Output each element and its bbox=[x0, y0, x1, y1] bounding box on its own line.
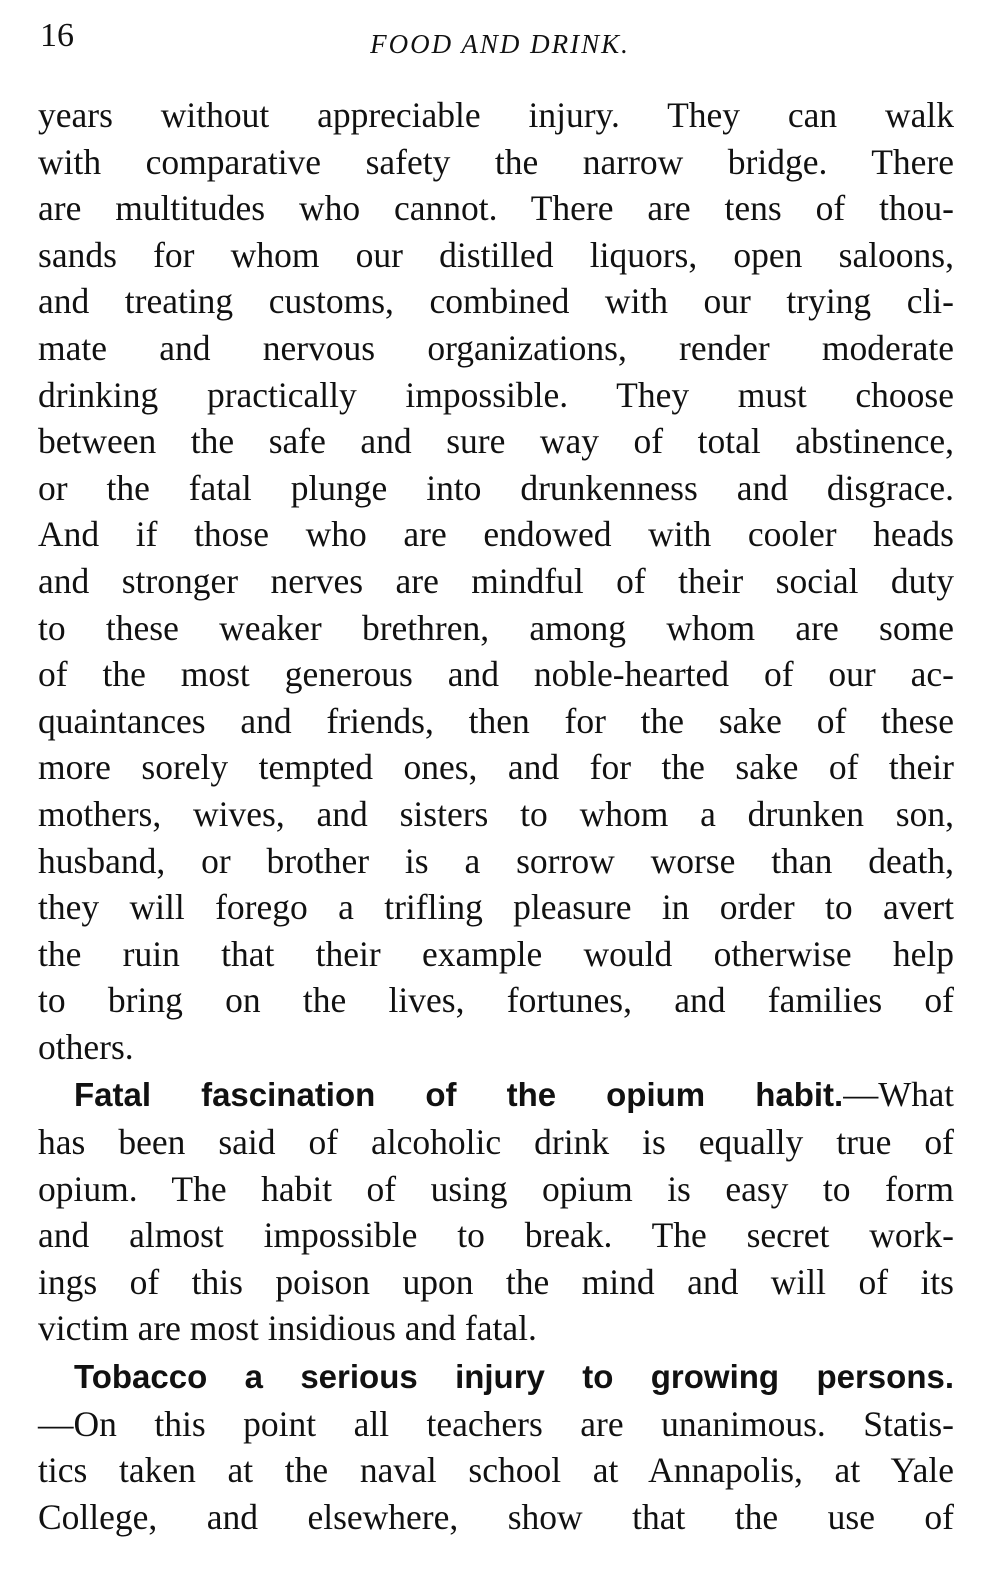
text-line: sands for whom our distilled liquors, open saloons, bbox=[38, 234, 954, 275]
text-line: ings of this poison upon the mind and will of its bbox=[38, 1261, 954, 1302]
heading-line-continuation: —What bbox=[843, 1075, 954, 1115]
text-line: victim are most insidious and fatal. bbox=[38, 1308, 537, 1349]
page-header bbox=[40, 14, 960, 64]
text-line: to these weaker brethren, among whom are some bbox=[38, 607, 954, 648]
section-heading-line bbox=[38, 1072, 954, 1119]
text-line: between the safe and sure way of total abstinence, bbox=[38, 421, 954, 462]
text-line: husband, or brother is a sorrow worse than death, bbox=[38, 840, 954, 881]
text-line: to bring on the lives, fortunes, and families of bbox=[38, 980, 954, 1021]
text-line: and stronger nerves are mindful of their social duty bbox=[38, 560, 954, 601]
text-line: mate and nervous organizations, render moderate bbox=[38, 327, 954, 368]
text-line: mothers, wives, and sisters to whom a drunken son, bbox=[38, 793, 954, 834]
text-line: or the fatal plunge into drunkenness and disgrace. bbox=[38, 467, 954, 508]
text-line: the ruin that their example would otherwise help bbox=[38, 933, 954, 974]
text-line: And if those who are endowed with cooler heads bbox=[38, 514, 954, 555]
section-heading-line bbox=[38, 1354, 954, 1401]
section-opium bbox=[38, 1072, 954, 1352]
text-line: quaintances and friends, then for the sake of these bbox=[38, 700, 954, 741]
section-heading-tobacco: Tobacco a serious injury to growing persons. bbox=[74, 1358, 954, 1396]
text-line: and treating customs, combined with our trying cli- bbox=[38, 281, 954, 322]
text-line: with comparative safety the narrow bridge. There bbox=[38, 141, 954, 182]
text-line: —On this point all teachers are unanimous. Statis- bbox=[38, 1403, 954, 1444]
text-line: opium. The habit of using opium is easy to form bbox=[38, 1168, 954, 1209]
page-number: 16 bbox=[40, 17, 74, 54]
text-line: has been said of alcoholic drink is equally true of bbox=[38, 1122, 954, 1163]
text-line: they will forego a trifling pleasure in order to avert bbox=[38, 887, 954, 928]
text-line: of the most generous and noble-hearted of our ac- bbox=[38, 654, 954, 695]
text-line: are multitudes who cannot. There are tens of thou- bbox=[38, 188, 954, 229]
text-line: others. bbox=[38, 1026, 134, 1067]
text-line: more sorely tempted ones, and for the sake of their bbox=[38, 747, 954, 788]
section-tobacco bbox=[38, 1354, 954, 1540]
text-line: tics taken at the naval school at Annapolis, at Yale bbox=[38, 1450, 954, 1491]
paragraph-1 bbox=[38, 92, 954, 1070]
section-heading-opium: Fatal fascination of the opium habit. bbox=[74, 1076, 844, 1114]
text-line: drinking practically impossible. They must choose bbox=[38, 374, 954, 415]
text-line: and almost impossible to break. The secret work- bbox=[38, 1215, 954, 1256]
text-line: College, and elsewhere, show that the use of bbox=[38, 1496, 954, 1537]
running-head: FOOD AND DRINK. bbox=[370, 29, 630, 59]
text-line: years without appreciable injury. They can walk bbox=[38, 95, 954, 135]
body-text bbox=[38, 92, 954, 1540]
